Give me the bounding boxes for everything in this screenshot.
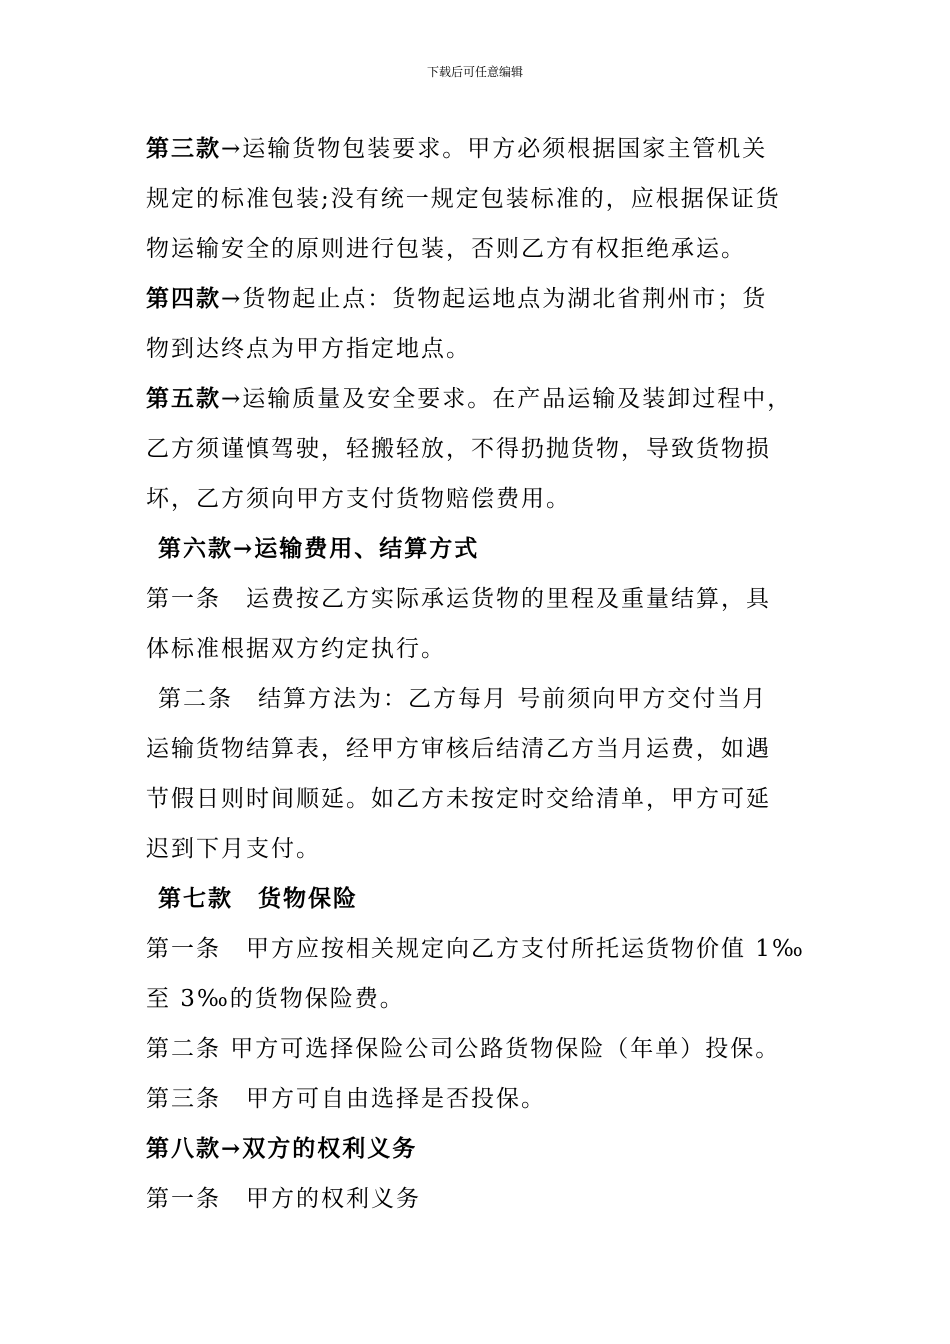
document-body [146,124,811,1224]
text-line: 节假日则时间顺延。如乙方未按定时交给清单，甲方可延 [146,786,771,812]
clause-8-heading: 第八款→双方的权利义务 [146,1135,418,1162]
text-line: 第二条 结算方法为：乙方每月 号前须向甲方交付当月 [158,686,768,712]
clause-6-heading: 第六款→运输费用、结算方式 [158,535,480,562]
page-header: 下载后可任意编辑 [426,65,523,79]
clause-5-line: 第五款→运输质量及安全要求。在产品运输及装卸过程中， [146,385,793,412]
text-line: 至 3‰的货物保险费。 [146,986,405,1012]
text-line: 第三条 甲方可自由选择是否投保。 [146,1086,546,1112]
text-line: 物运输安全的原则进行包装，否则乙方有权拒绝承运。 [146,236,746,262]
text-line: 物到达终点为甲方指定地点。 [146,336,471,362]
clause-4-line: 第四款→货物起止点：货物起运地点为湖北省荆州市；货 [146,285,768,312]
text-line: 第一条 甲方的权利义务 [146,1186,421,1212]
clause-label: 第三款 [146,135,221,162]
clause-3-line: 第三款→运输货物包装要求。甲方必须根据国家主管机关 [146,135,768,162]
text-line: 第一条 运费按乙方实际承运货物的里程及重量结算，具 [146,586,771,612]
clause-label: 第五款 [146,385,221,412]
clause-label: 第四款 [146,285,221,312]
text-line: 乙方须谨慎驾驶，轻搬轻放，不得扔抛货物，导致货物损 [146,436,771,462]
clause-7-heading: 第七款 货物保险 [158,885,358,912]
text-line: 坏，乙方须向甲方支付货物赔偿费用。 [146,486,571,512]
text-line: 第一条 甲方应按相关规定向乙方支付所托运货物价值 1‰ [146,936,805,962]
text-line: 第二条 甲方可选择保险公司公路货物保险（年单）投保。 [146,1036,781,1062]
text-line: 体标准根据双方约定执行。 [146,636,446,662]
text-line: 运输货物结算表，经甲方审核后结清乙方当月运费，如遇 [146,736,771,762]
text-line: 规定的标准包装;没有统一规定包装标准的，应根据保证货 [146,186,781,212]
text-line: 迟到下月支付。 [146,836,321,862]
